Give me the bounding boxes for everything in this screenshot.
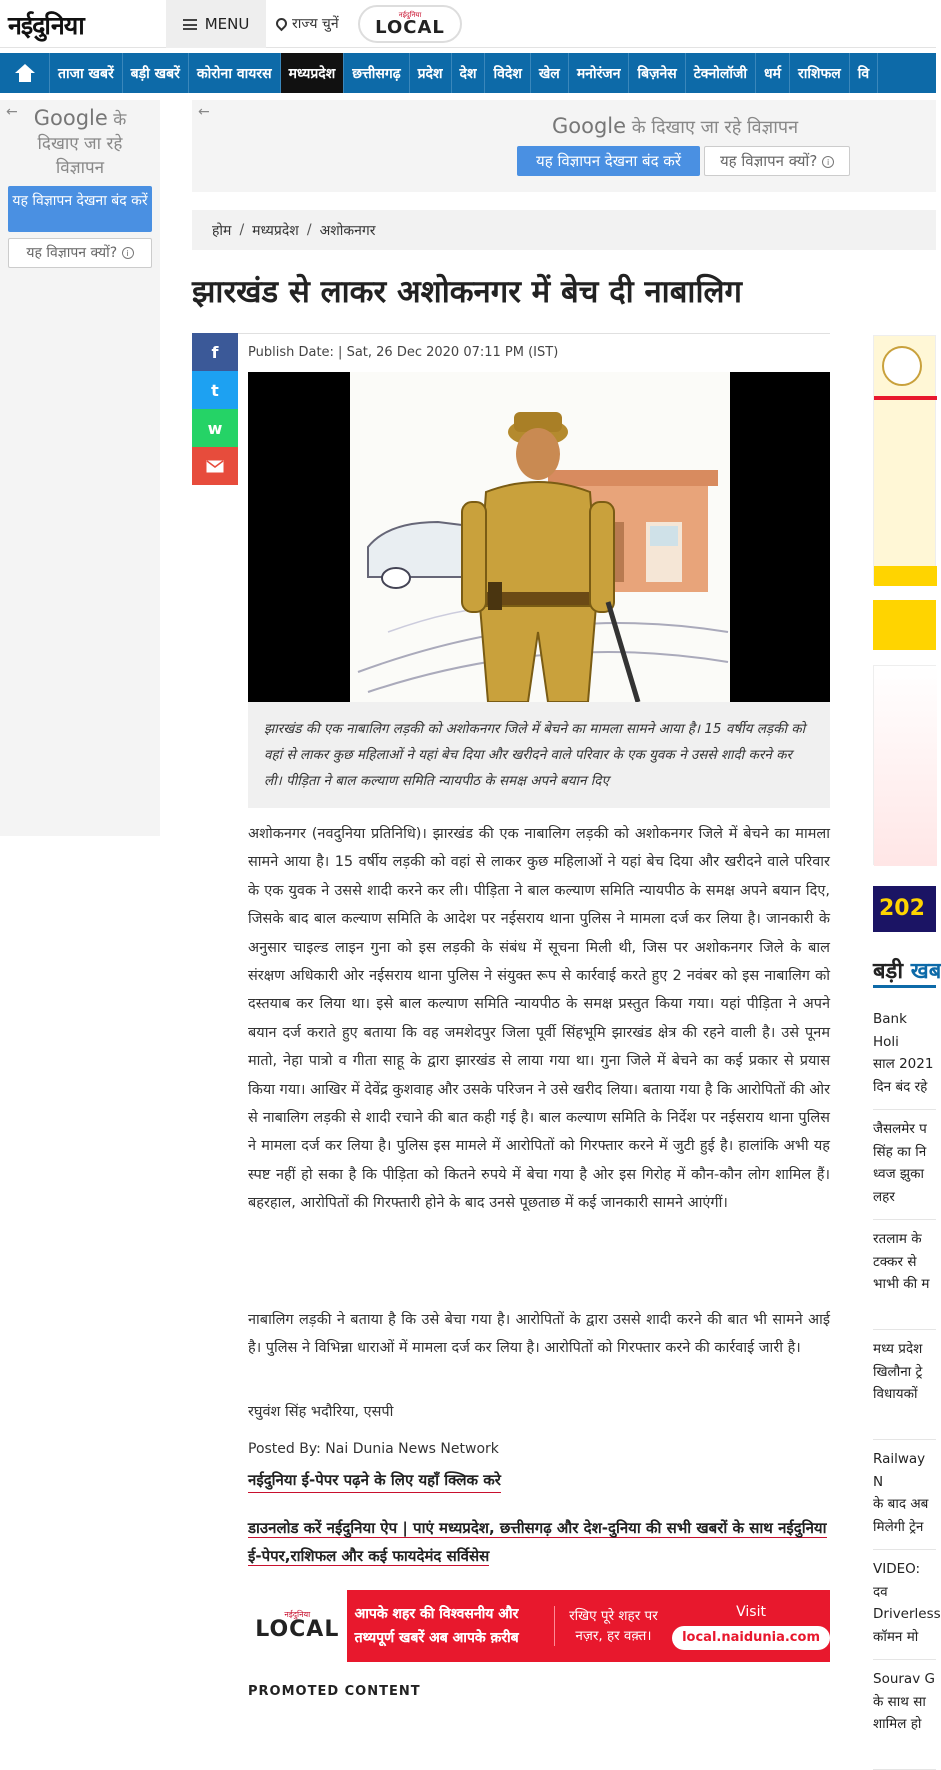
local-banner-tagline xyxy=(347,1602,554,1650)
ad-label-text: के दिखाए जा रहे विज्ञापन xyxy=(37,110,127,178)
google-word: Google xyxy=(552,114,627,138)
big-news-list xyxy=(873,1000,941,1770)
news-item-text: Bank Holi साल 2021 दिन बंद रहे xyxy=(873,1011,934,1095)
breadcrumb-state[interactable]: मध्यप्रदेश xyxy=(252,222,299,239)
news-list-item[interactable] xyxy=(873,1000,936,1110)
twitter-share-icon[interactable]: t xyxy=(192,371,238,409)
news-item-text: रतलाम के टक्कर से भाभी की म xyxy=(873,1231,930,1292)
article-title: झारखंड से लाकर अशोकनगर में बेच दी नाबालिग xyxy=(192,274,742,310)
ad-back-arrow-icon[interactable]: ← xyxy=(6,104,18,120)
why-ad-label: यह विज्ञापन क्यों? xyxy=(26,245,118,261)
email-share-icon[interactable] xyxy=(192,447,238,485)
share-bar xyxy=(192,333,238,485)
posted-by-author: Nai Dunia News Network xyxy=(325,1441,499,1457)
local-small-label: नईदुनिया xyxy=(398,10,422,19)
nav-item[interactable]: देश xyxy=(452,53,486,93)
facebook-share-icon[interactable]: f xyxy=(192,333,238,371)
whatsapp-share-icon[interactable]: w xyxy=(192,409,238,447)
article-image[interactable] xyxy=(248,372,830,702)
nav-item[interactable]: टेक्नोलॉजी xyxy=(686,53,756,93)
nav-home[interactable] xyxy=(0,53,50,93)
local-tagline-b: तथ्यपूर्ण खबरें अब आपके क़रीब xyxy=(354,1630,519,1646)
local-url[interactable]: local.naidunia.com xyxy=(672,1626,830,1650)
police-illustration xyxy=(248,372,830,702)
news-item-text: VIDEO: दव Driverless कॉमन मो xyxy=(873,1561,941,1645)
nav-item[interactable]: छत्तीसगढ़ xyxy=(344,53,409,93)
big-news-heading xyxy=(873,955,941,985)
news-list-item[interactable] xyxy=(873,1110,936,1220)
right-ad-4[interactable] xyxy=(873,886,936,932)
why-ad-button[interactable] xyxy=(704,146,850,176)
nav-item[interactable]: खेल xyxy=(531,53,569,93)
breadcrumb-home[interactable]: होम xyxy=(212,222,232,239)
local-big-label: LOCAL xyxy=(375,16,445,38)
nav-item[interactable]: वि xyxy=(850,53,878,93)
nav-item[interactable]: कोरोना वायरस xyxy=(189,53,281,93)
nav-item-active[interactable]: मध्यप्रदेश xyxy=(281,53,345,93)
main-nav xyxy=(0,53,936,93)
site-logo[interactable]: नईदुनिया xyxy=(8,11,84,40)
google-word: Google xyxy=(33,106,108,130)
menu-button[interactable] xyxy=(166,0,266,48)
top-header xyxy=(0,0,936,48)
local-logo xyxy=(248,1590,347,1662)
visit-label: Visit xyxy=(736,1604,766,1620)
right-ad-2[interactable] xyxy=(873,600,936,650)
ad-background xyxy=(874,666,937,866)
right-ad-3[interactable] xyxy=(873,665,936,865)
news-list-item[interactable] xyxy=(873,1550,941,1660)
news-item-text: मध्य प्रदेश खिलौना ट्रे विधायकों xyxy=(873,1341,923,1402)
local-promo-banner[interactable] xyxy=(248,1590,830,1662)
local-logo-small: नईदुनिया xyxy=(284,1610,311,1619)
nav-item[interactable]: ताजा खबरें xyxy=(50,53,123,93)
info-icon: i xyxy=(122,247,134,259)
title-divider xyxy=(192,333,830,334)
stop-ad-button[interactable]: यह विज्ञापन देखना बंद करें xyxy=(8,186,152,232)
big-news-heading-b: खब xyxy=(910,959,941,984)
promoted-content-heading: PROMOTED CONTENT xyxy=(248,1684,421,1699)
breadcrumb-separator: / xyxy=(239,222,245,238)
local-banner-visit xyxy=(672,1602,830,1650)
article-body xyxy=(248,820,830,1218)
nav-item[interactable]: मनोरंजन xyxy=(569,53,630,93)
nav-item[interactable]: विदेश xyxy=(485,53,530,93)
epaper-link[interactable]: नईदुनिया ई-पेपर पढ़ने के लिए यहाँ क्लिक करे xyxy=(248,1470,501,1493)
info-icon: i xyxy=(822,156,834,168)
posted-by-label: Posted By: xyxy=(248,1441,321,1457)
year-digits: 202 xyxy=(879,896,925,921)
news-list-item[interactable] xyxy=(873,1440,936,1550)
ad-back-arrow-icon[interactable]: ← xyxy=(198,104,210,120)
right-ad-1[interactable] xyxy=(873,335,936,585)
app-download-text: डाउनलोड करें नईदुनिया ऐप | पाएं मध्यप्रदेश, छत्तीसगढ़ और देश-दुनिया की सभी खबरों के साथ नईदुनिया ई-पेपर,राशिफल और कई फायदेमंद सर्विसेस xyxy=(248,1519,827,1565)
emblem-icon xyxy=(882,346,922,386)
news-list-item[interactable] xyxy=(873,1330,936,1440)
heading-underline xyxy=(873,985,936,988)
ad-google-label xyxy=(552,114,798,139)
news-item-text: जैसलमेर प सिंह का नि ध्वज झुका लहर xyxy=(873,1121,927,1205)
nav-item[interactable]: धर्म xyxy=(756,53,790,93)
news-list-item[interactable] xyxy=(873,1220,936,1330)
quote-paragraph: नाबालिग लड़की ने बताया है कि उसे बेचा गया है। आरोपितों के द्वारा उससे शादी करने की बात भी सामने आई है। पुलिस ने विभिन्ना धाराओं में मामला दर्ज कर लिया है। आरोपितों को गिरफ्तार करने की कार्रवाई जारी है। xyxy=(248,1312,830,1357)
ad-google-label xyxy=(20,106,140,180)
quote-signature: रघुवंश सिंह भदौरिया, एसपी xyxy=(248,1404,394,1420)
nav-item[interactable]: राशिफल xyxy=(790,53,850,93)
state-select-label: राज्य चुनें xyxy=(292,16,339,32)
big-news-heading-a: बड़ी xyxy=(873,959,904,984)
ad-stripe xyxy=(874,396,937,400)
why-ad-button[interactable] xyxy=(8,238,152,268)
article-quote xyxy=(248,1306,830,1363)
publish-date: Publish Date: | Sat, 26 Dec 2020 07:11 PM (IST) xyxy=(248,345,559,360)
local-logo-big: LOCAL xyxy=(255,1617,340,1642)
why-ad-label: यह विज्ञापन क्यों? xyxy=(719,152,818,170)
nav-item[interactable]: प्रदेश xyxy=(410,53,452,93)
home-icon xyxy=(14,64,36,82)
menu-label: MENU xyxy=(204,15,250,33)
local-button[interactable] xyxy=(358,5,462,43)
top-ad-panel xyxy=(192,100,936,192)
breadcrumb xyxy=(192,210,936,250)
news-item-text: Railway N के बाद अब मिलेगी ट्रेन xyxy=(873,1451,929,1535)
hamburger-icon xyxy=(183,19,197,30)
nav-item[interactable]: बड़ी खबरें xyxy=(123,53,189,93)
news-list-item[interactable] xyxy=(873,1660,936,1770)
app-download-link[interactable] xyxy=(248,1514,830,1570)
breadcrumb-separator: / xyxy=(306,222,312,238)
breadcrumb-city[interactable]: अशोकनगर xyxy=(319,222,376,239)
mail-icon xyxy=(206,460,224,473)
nav-item[interactable]: बिज़नेस xyxy=(629,53,685,93)
left-ad-panel xyxy=(0,100,160,836)
image-caption: झारखंड की एक नाबालिग लड़की को अशोकनगर जिले में बेचने का मामला सामने आया है। 15 वर्षीय लड़की को वहां से लाकर कुछ महिलाओं ने यहां बेच दिया और खरीदने वाले परिवार के एक युवक ने उससे शादी करने कर ली। पीड़िता ने बाल कल्याण समिति न्यायपीठ के समक्ष अपने बयान दिए xyxy=(248,702,830,808)
local-banner-subtext: रखिए पूरे शहर पर नज़र, हर वक़्त। xyxy=(554,1606,672,1646)
news-item-text: Sourav G के साथ सा शामिल हो xyxy=(873,1671,935,1732)
local-tagline-a: आपके शहर की विश्वसनीय और xyxy=(354,1606,519,1622)
location-pin-icon xyxy=(274,16,290,32)
posted-by xyxy=(248,1441,499,1457)
ad-label-text: के दिखाए जा रहे विज्ञापन xyxy=(631,117,799,138)
ad-stripe xyxy=(874,566,937,586)
article-paragraph: अशोकनगर (नवदुनिया प्रतिनिधि)। झारखंड की एक नाबालिग लड़की को अशोकनगर जिले में बेचने का मामला सामने आया है। 15 वर्षीय लड़की को वहां से लाकर कुछ महिलाओं ने यहां बेच दिया और खरीदने वाले परिवार के एक युवक ने उससे शादी करने कर ली। पीड़िता ने बाल कल्याण समिति न्यायपीठ के समक्ष अपने बयान दिए, जिसके बाद बाल कल्याण समिति के आदेश पर नईसराय थाना पुलिस ने मामला दर्ज कर लिया है। जानकारी के अनुसार चाइल्ड लाइन गुना को इस लड़की के संबंध में सूचना मिली थी, जिस पर अशोकनगर जिले के बाल संरक्षण अधिकारी ओर नईसराय थाना पुलिस ने संयुक्त रूप से कार्रवाई करते हुए 2 नवंबर को इस नाबालिग को दस्तयाब कर लिया था। इसे बाल कल्याण समिति न्यायपीठ के समक्ष प्रस्तुत किया गया। यहां पीड़िता ने अपने बयान दर्ज कराते हुए बताया कि वह जमशेदपुर जिला पूर्वी सिंहभूमि झारखंड क्षेत्र की रहने वाली है। उसे पूनम मातो, नेहा पात्रो व गीता साहू के द्वारा झारखंड से लाया गया था। गुना जिले में बेचने का कई प्रकार से प्रयास किया गया। आखिर में देवेंद्र कुशवाह और उसके परिजन ने उसे खरीद लिया। बताया गया है कि आरोपितों की ओर से नाबालिग लड़की से शादी रचाने की बात कही गई है। बाल कल्याण समिति के निर्देश पर नईसराय थाना पुलिस ने मामला दर्ज कर लिया है। पुलिस इस मामले में आरोपितों को गिरफ्तार करने में जुटी हुई है। हालांकि अभी यह स्पष्ट नहीं हो सका है कि पीड़िता को कितने रुपये में बेचा गया है ओर इस गिरोह में कौन-कौन लोग शामिल हैं। बहरहाल, आरोपितों की गिरफ्तारी होने के बाद उनसे पूछताछ में कई जानकारी सामने आएंगीं। xyxy=(248,826,830,1212)
state-select[interactable] xyxy=(276,14,339,33)
stop-ad-button[interactable]: यह विज्ञापन देखना बंद करें xyxy=(517,146,700,176)
